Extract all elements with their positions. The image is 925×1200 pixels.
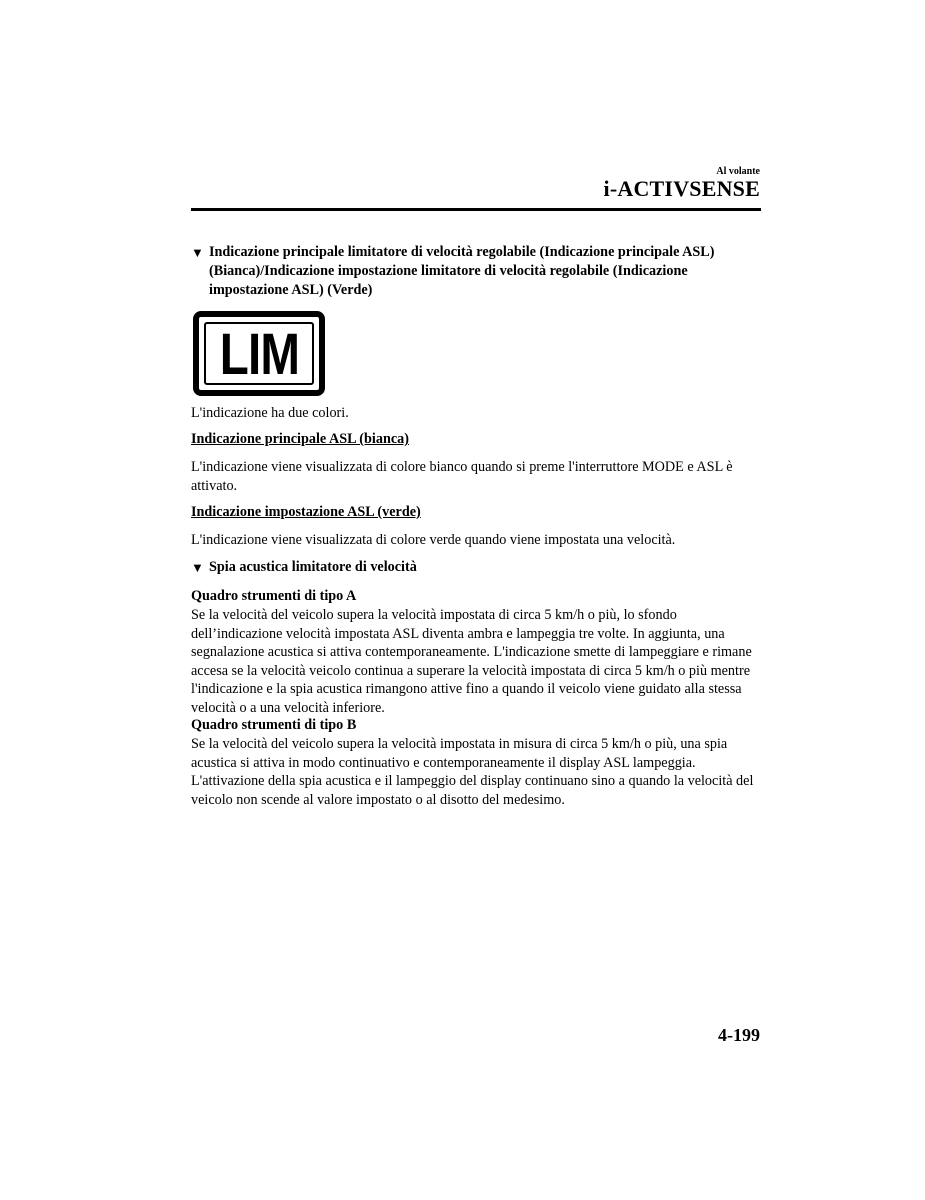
page-title: i-ACTIVSENSE [603, 176, 760, 201]
type-a-text: Se la velocità del veicolo supera la velocità impostata di circa 5 km/h o più, lo sfondo dell’indicazione velocità impostata ASL diventa ambra e lampeggia tre volte. In aggiunta, una segnalazione acustica si attiva contemporaneamente. L'indicazione smette di lampeggiare e rimane accesa se la velocità veicolo continua a superare la velocità impostata di circa 5 km/h o più mentre l'indicazione e la spia acustica rimangono attive fino a quando il veicolo viene guidato alla stessa velocità o a una velocità inferiore. [191, 607, 752, 716]
intro-text: L'indicazione ha due colori. [191, 405, 349, 421]
heading-asl-indication [191, 243, 746, 300]
triangle-marker-icon: ▼ [191, 245, 204, 260]
header-divider [191, 208, 761, 211]
triangle-marker-icon: ▼ [191, 560, 204, 575]
lim-indicator-icon [193, 311, 325, 396]
heading-speed-limiter-warning [191, 558, 746, 577]
page-number: 4-199 [718, 1025, 760, 1045]
white-indication-title: Indicazione principale ASL (bianca) [191, 431, 409, 447]
type-b-title: Quadro strumenti di tipo B [191, 717, 357, 733]
green-indication-title: Indicazione impostazione ASL (verde) [191, 504, 421, 520]
green-indication-text: L'indicazione viene visualizzata di colore verde quando viene impostata una velocità. [191, 532, 676, 548]
type-b-text: Se la velocità del veicolo supera la velocità impostata in misura di circa 5 km/h o più, una spia acustica si attiva in modo continuativo e contemporaneamente il display ASL lampeggia. L'attivazione della spia acustica e il lampeggio del display continuano sino a quando la velocità del veicolo non scende al valore impostato o al disotto del medesimo. [191, 736, 754, 808]
section-name: Al volante [716, 166, 760, 177]
lim-label: LIM [219, 321, 299, 387]
heading-text: Spia acustica limitatore di velocità [209, 559, 417, 575]
heading-text: Indicazione principale limitatore di velocità regolabile (Indicazione principale ASL) (Bianca)/Indicazione impostazione limitatore di velocità regolabile (Indicazione impostazione ASL) (Verde) [209, 244, 715, 298]
type-a-title: Quadro strumenti di tipo A [191, 588, 357, 604]
lim-inner-frame [204, 322, 314, 385]
white-indication-text: L'indicazione viene visualizzata di colore bianco quando si preme l'interruttore MODE e ASL è attivato. [191, 459, 733, 494]
